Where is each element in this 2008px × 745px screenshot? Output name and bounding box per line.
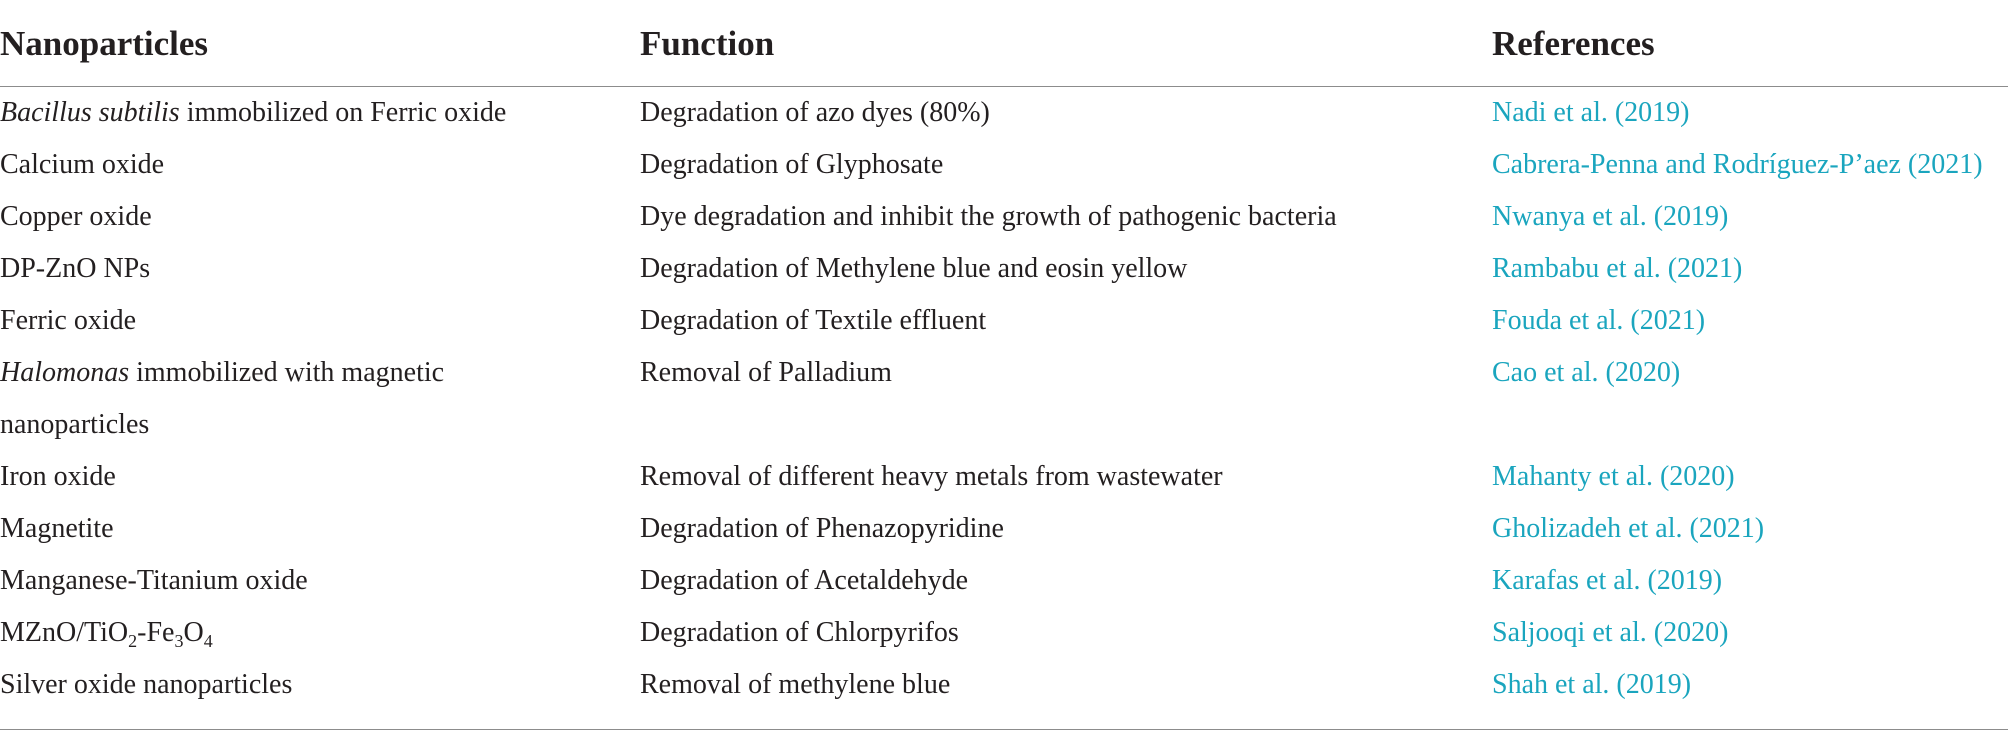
reference-link[interactable]: Saljooqi et al. (2020)	[1492, 617, 1729, 648]
reference-link[interactable]: Nwanya et al. (2019)	[1492, 201, 1729, 232]
header-references: References	[1492, 24, 1655, 63]
reference-link[interactable]: Fouda et al. (2021)	[1492, 305, 1706, 336]
table-row	[0, 555, 2008, 607]
function-cell: Degradation of Glyphosate	[640, 149, 944, 180]
table-header-row	[0, 0, 2008, 87]
table-row	[0, 295, 2008, 347]
function-cell: Degradation of Methylene blue and eosin yellow	[640, 253, 1188, 284]
reference-link[interactable]: Cabrera-Penna and Rodríguez-P’aez (2021)	[1492, 149, 1983, 180]
nanoparticle-cell	[0, 607, 213, 659]
nanoparticle-cell: Manganese-Titanium oxide	[0, 565, 308, 596]
header-function: Function	[640, 24, 775, 63]
nanoparticle-cell	[0, 87, 506, 139]
nanoparticle-text: immobilized on Ferric oxide	[179, 97, 507, 128]
nanoparticle-cell: Ferric oxide	[0, 305, 137, 336]
table-row	[0, 191, 2008, 243]
function-cell: Removal of different heavy metals from wastewater	[640, 461, 1223, 492]
table-bottom-rule	[0, 729, 2008, 730]
function-cell: Degradation of Acetaldehyde	[640, 565, 969, 596]
formula-part: O	[183, 617, 204, 648]
formula-subscript: 3	[174, 631, 184, 651]
nanoparticle-cell: Silver oxide nanoparticles	[0, 669, 293, 700]
nanoparticle-cell: Calcium oxide	[0, 149, 165, 180]
reference-link[interactable]: Gholizadeh et al. (2021)	[1492, 513, 1765, 544]
reference-link[interactable]: Karafas et al. (2019)	[1492, 565, 1723, 596]
reference-link[interactable]: Mahanty et al. (2020)	[1492, 461, 1735, 492]
function-cell: Removal of methylene blue	[640, 669, 951, 700]
function-cell: Dye degradation and inhibit the growth of pathogenic bacteria	[640, 201, 1337, 232]
nanoparticle-cell	[0, 347, 444, 451]
table-row	[0, 139, 2008, 191]
formula-part: -Fe	[137, 617, 175, 648]
nanoparticle-text: immobilized with magnetic	[129, 357, 445, 388]
table-row	[0, 347, 2008, 451]
nanoparticle-text-line2: nanoparticles	[0, 409, 150, 440]
function-cell: Degradation of azo dyes (80%)	[640, 97, 990, 128]
species-name: Bacillus subtilis	[0, 97, 180, 128]
reference-link[interactable]: Cao et al. (2020)	[1492, 357, 1681, 388]
header-nanoparticles: Nanoparticles	[0, 24, 209, 63]
nanoparticle-cell: Iron oxide	[0, 461, 116, 492]
table-row	[0, 87, 2008, 139]
function-cell: Degradation of Chlorpyrifos	[640, 617, 959, 648]
table-row	[0, 659, 2008, 711]
function-cell: Degradation of Phenazopyridine	[640, 513, 1004, 544]
table-row	[0, 607, 2008, 659]
reference-link[interactable]: Shah et al. (2019)	[1492, 669, 1692, 700]
formula-subscript: 2	[128, 631, 138, 651]
table-row	[0, 503, 2008, 555]
formula-subscript: 4	[203, 631, 213, 651]
nanoparticle-cell: Magnetite	[0, 513, 114, 544]
nanoparticle-cell: Copper oxide	[0, 201, 152, 232]
function-cell: Removal of Palladium	[640, 357, 892, 388]
table-row	[0, 243, 2008, 295]
function-cell: Degradation of Textile effluent	[640, 305, 987, 336]
species-name: Halomonas	[0, 357, 130, 388]
table-row	[0, 451, 2008, 503]
formula-part: MZnO/TiO	[0, 617, 129, 648]
reference-link[interactable]: Nadi et al. (2019)	[1492, 97, 1690, 128]
nanoparticle-cell: DP-ZnO NPs	[0, 253, 151, 284]
reference-link[interactable]: Rambabu et al. (2021)	[1492, 253, 1743, 284]
